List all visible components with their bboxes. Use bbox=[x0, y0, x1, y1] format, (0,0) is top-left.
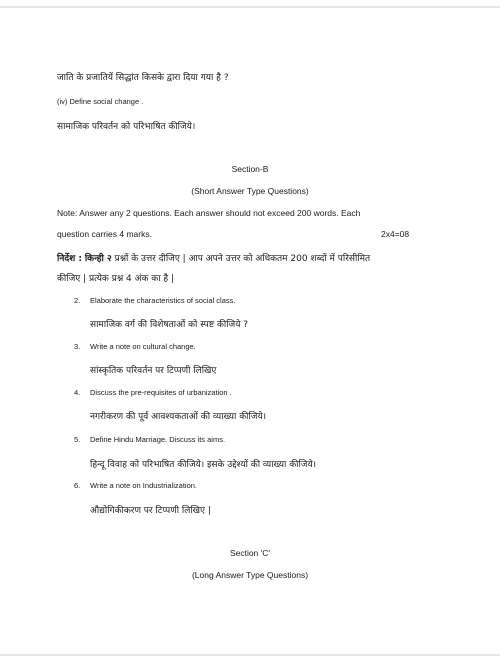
question-hindi: सांस्कृतिक परिवर्तन पर टिप्पणी लिखिए bbox=[90, 366, 217, 376]
question-iv-english: (iv) Define social change . bbox=[57, 97, 144, 106]
section-b-note-line2: question carries 4 marks. bbox=[57, 229, 152, 239]
question-hindi: सामाजिक वर्ग की विशेषताओं को स्पष्ट कीजिये ? bbox=[90, 320, 249, 330]
section-c-title: Section 'C' bbox=[229, 548, 271, 558]
question-english: Elaborate the characteristics of social class. bbox=[90, 296, 236, 305]
top-divider bbox=[0, 6, 500, 8]
section-c-subtitle: (Long Answer Type Questions) bbox=[191, 570, 309, 580]
question-hindi: हिन्दू विवाह को परिभाषित कीजिये। इसके उद्देश्यों की व्याख्या कीजिये। bbox=[90, 460, 317, 470]
question-number: 2. bbox=[74, 296, 81, 305]
question-hindi-caste-theory: जाति के प्रजातियें सिद्धांत किसके द्वारा दिया गया है ? bbox=[57, 73, 229, 83]
question-english: Discuss the pre-requisites of urbanization . bbox=[90, 388, 232, 397]
section-b-marks: 2x4=08 bbox=[381, 229, 410, 239]
question-english: Write a note on cultural change. bbox=[90, 342, 196, 351]
question-english: Define Hindu Marriage. Discuss its aims. bbox=[90, 435, 226, 444]
question-number: 5. bbox=[74, 435, 81, 444]
question-number: 3. bbox=[74, 342, 81, 351]
question-hindi: नगरीकरण की पूर्व आवश्यकताओं की व्याख्या कीजिये। bbox=[90, 412, 267, 422]
section-b-title: Section-B bbox=[231, 164, 269, 174]
section-b-subtitle: (Short Answer Type Questions) bbox=[191, 186, 309, 196]
nirdesh-line1 bbox=[57, 251, 370, 264]
question-english: Write a note on Industrialization. bbox=[90, 481, 198, 490]
bottom-divider bbox=[0, 654, 500, 656]
nirdesh-count: किन्ही २ bbox=[84, 254, 112, 264]
question-iv-hindi: सामाजिक परिवर्तन को परिभाषित कीजिये। bbox=[57, 122, 196, 132]
nirdesh-line2: कीजिए | प्रत्येक प्रश्न 4 अंक का है | bbox=[57, 274, 175, 284]
nirdesh-label: निर्देश : bbox=[57, 254, 82, 264]
section-b-note-line1: Note: Answer any 2 questions. Each answer should not exceed 200 words. Each bbox=[57, 208, 361, 218]
question-number: 4. bbox=[74, 388, 81, 397]
question-hindi: औद्योगिकीकरण पर टिप्पणी लिखिए | bbox=[90, 506, 211, 516]
question-number: 6. bbox=[74, 481, 81, 490]
nirdesh-instruction: प्रश्नों के उत्तर दीजिए | आप अपने उत्तर को अधिकतम 200 शब्दों में परिसीमित bbox=[114, 254, 371, 264]
